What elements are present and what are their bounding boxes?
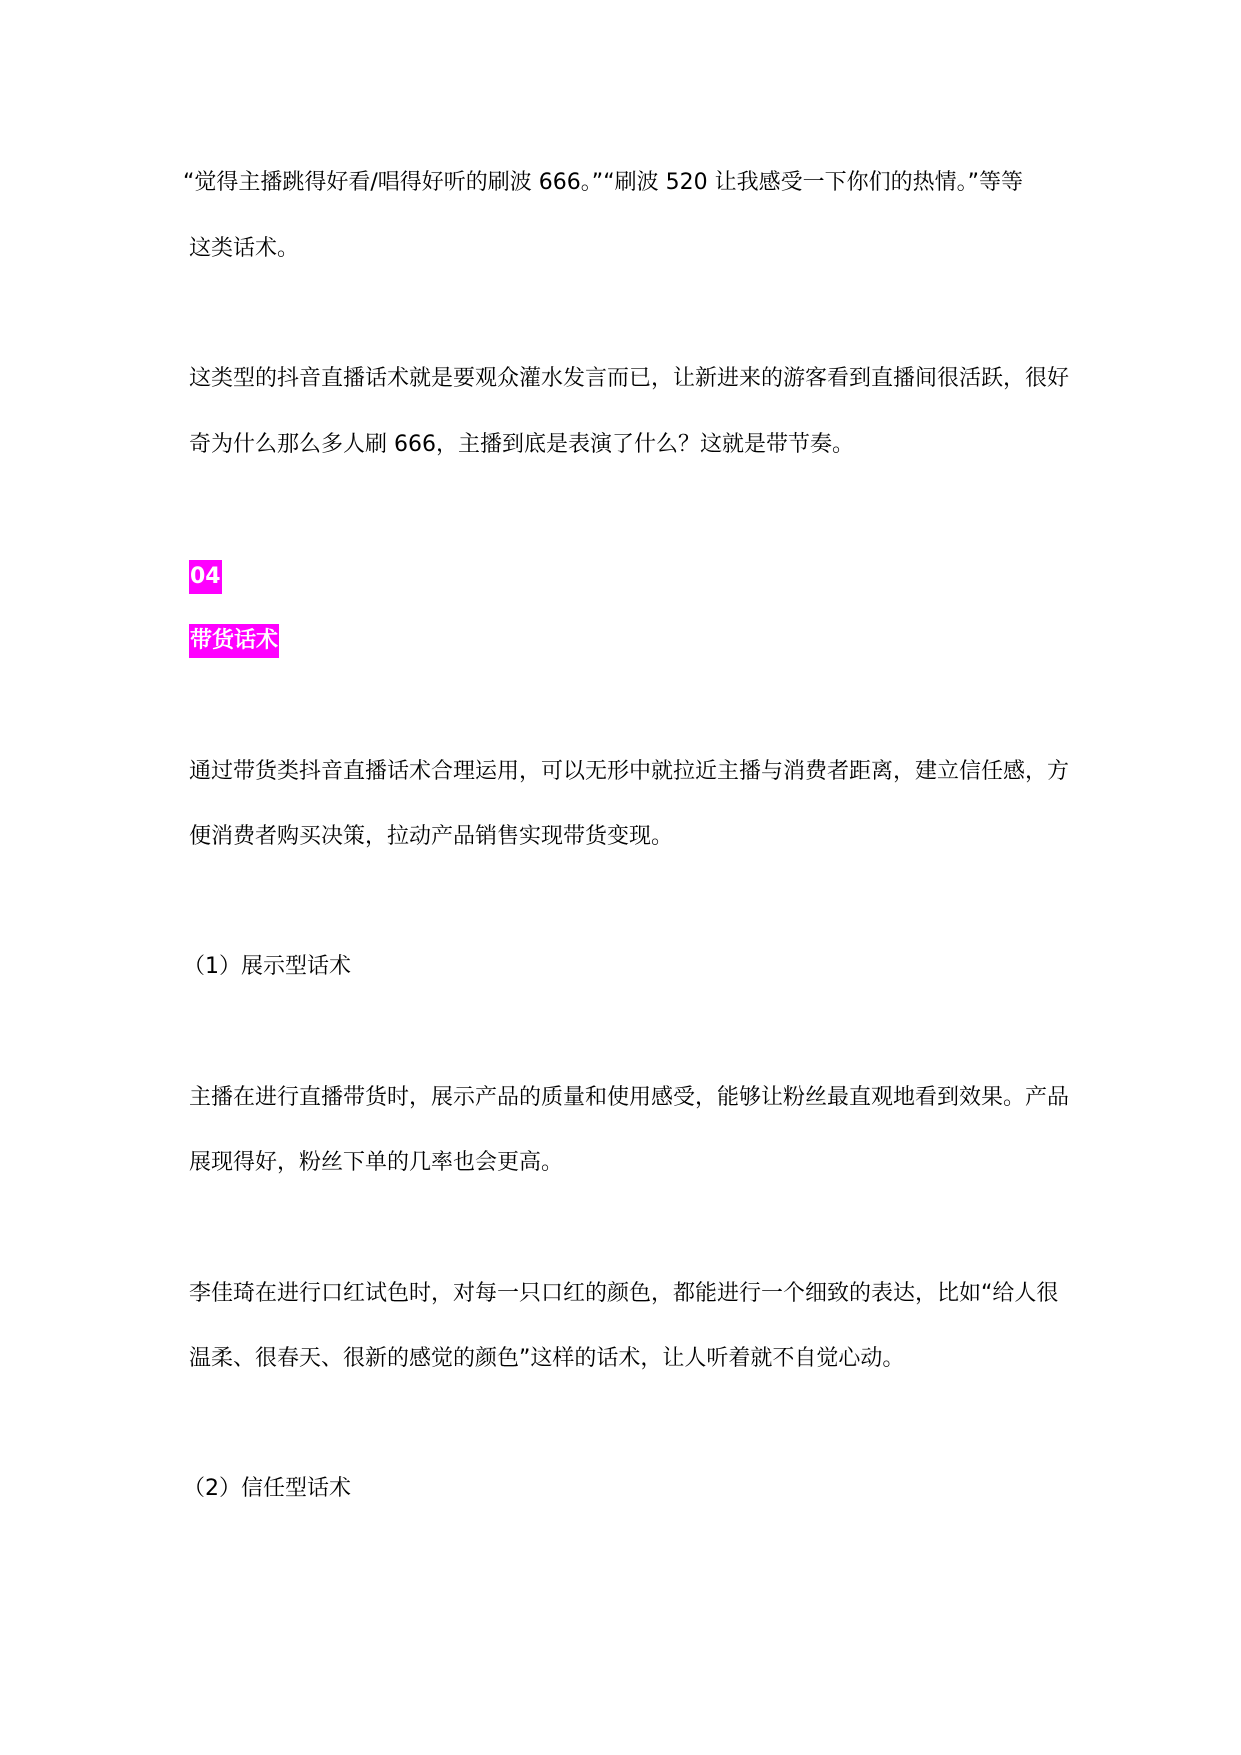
subheading-2: （2）信任型话术 [183, 1476, 351, 1501]
subheading-1: （1）展示型话术 [183, 954, 351, 979]
paragraph-4-line-2: 展现得好，粉丝下单的几率也会更高。 [189, 1150, 564, 1175]
paragraph-2-line-2: 奇为什么那么多人刷 666，主播到底是表演了什么？这就是带节奏。 [189, 432, 854, 457]
section-number: 04 [189, 560, 222, 594]
paragraph-2-line-1: 这类型的抖音直播话术就是要观众灌水发言而已，让新进来的游客看到直播间很活跃，很好 [189, 366, 1070, 391]
paragraph-1-line-2: 这类话术。 [189, 236, 300, 261]
paragraph-5-line-1: 李佳琦在进行口红试色时，对每一只口红的颜色，都能进行一个细致的表达，比如“给人很 [189, 1281, 1059, 1306]
paragraph-3-line-2: 便消费者购买决策，拉动产品销售实现带货变现。 [189, 824, 674, 849]
paragraph-5-line-2: 温柔、很春天、很新的感觉的颜色”这样的话术，让人听着就不自觉心动。 [189, 1346, 905, 1371]
paragraph-4-line-1: 主播在进行直播带货时，展示产品的质量和使用感受，能够让粉丝最直观地看到效果。产品 [189, 1085, 1070, 1110]
paragraph-3-line-1: 通过带货类抖音直播话术合理运用，可以无形中就拉近主播与消费者距离，建立信任感，方 [189, 759, 1070, 784]
section-title: 带货话术 [189, 624, 279, 658]
paragraph-1-line-1: “觉得主播跳得好看/唱得好听的刷波 666。”“刷波 520 让我感受一下你们的热情。”等等 [183, 170, 1023, 195]
